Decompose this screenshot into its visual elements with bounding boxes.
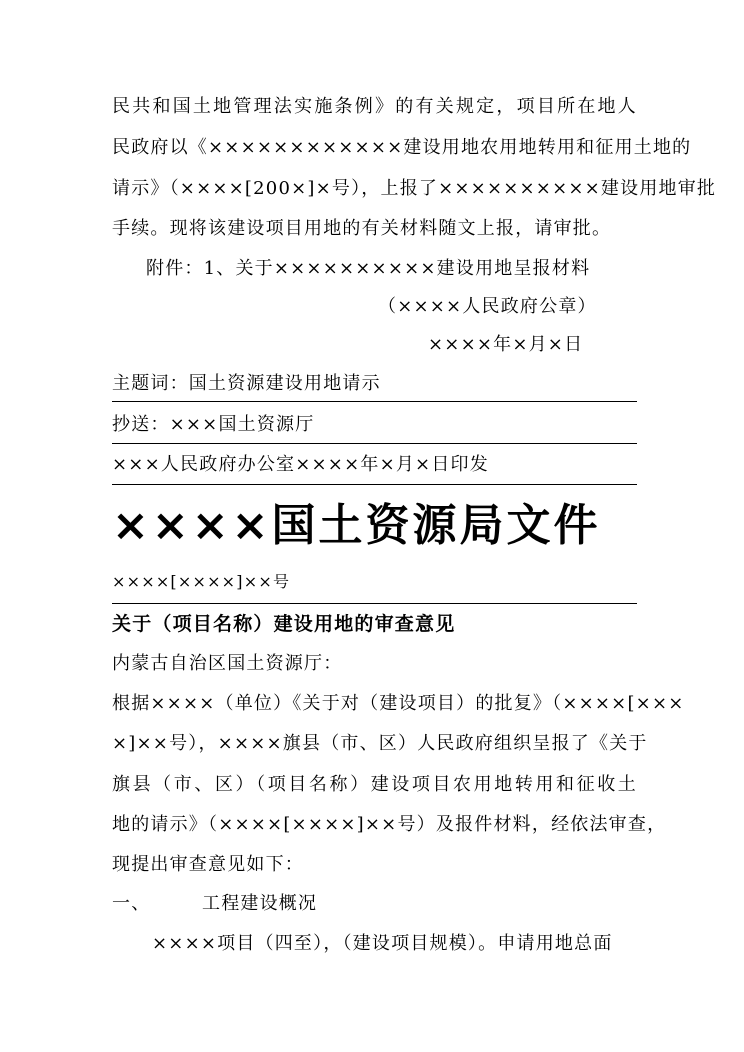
review-body-line-2: ×]××号），××××旗县（市、区）人民政府组织呈报了《关于	[112, 733, 648, 754]
review-body-line-4: 地的请示》（××××[××××]××号）及报件材料，经依法审查，	[112, 814, 667, 835]
issued-by-line: ×××人民政府办公室××××年×月×日印发	[112, 454, 489, 475]
doc-number: ××××[××××]××号	[112, 572, 291, 591]
review-heading: 关于（项目名称）建设用地的审查意见	[112, 613, 456, 635]
divider-1	[112, 401, 637, 402]
divider-3	[112, 484, 637, 485]
review-body-line-5: 现提出审查意见如下：	[112, 854, 304, 875]
section-1-heading	[112, 892, 637, 916]
cc-line: 抄送：×××国土资源厅	[112, 414, 315, 435]
seal-text: （××××人民政府公章）	[378, 296, 597, 317]
request-body-line-3: 请示》（××××[200×]×号），上报了××××××××××建设用地审批	[112, 178, 717, 199]
section-1-number: 一、	[112, 893, 151, 914]
request-body-line-4: 手续。现将该建设项目用地的有关材料随文上报，请审批。	[112, 218, 612, 239]
section-1-title: 工程建设概况	[202, 893, 318, 914]
attachment-line: 附件：1、关于××××××××××建设用地呈报材料	[146, 258, 591, 279]
bureau-document-title: ××××国土资源局文件	[112, 500, 601, 551]
review-body-line-1: 根据××××（单位）《关于对（建设项目）的批复》（××××[×××	[112, 693, 685, 714]
section-1-text: ××××项目（四至），（建设项目规模）。申请用地总面	[152, 933, 613, 954]
request-body-line-2: 民政府以《××××××××××××建设用地农用地转用和征用土地的	[112, 137, 692, 158]
divider-2	[112, 443, 637, 444]
request-body-line-1: 民共和国土地管理法实施条例》的有关规定，项目所在地人	[112, 96, 637, 117]
letter-date: ××××年×月×日	[428, 334, 584, 355]
divider-4	[112, 603, 637, 604]
subject-words: 主题词：国土资源建设用地请示	[112, 373, 381, 394]
review-body-line-3: 旗县（市、区）（项目名称）建设项目农用地转用和征收土	[112, 774, 637, 795]
addressee: 内蒙古自治区国土资源厅：	[112, 653, 343, 674]
